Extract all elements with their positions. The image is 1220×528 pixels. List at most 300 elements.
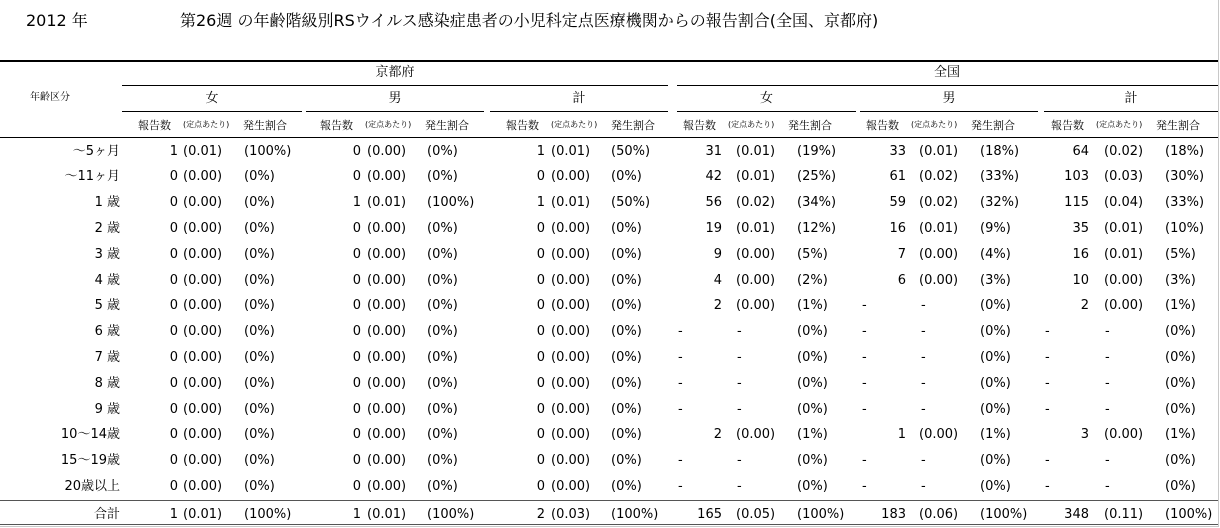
table-row-13-ratio: (0%) xyxy=(797,478,828,494)
table-row-9-count: - xyxy=(1045,375,1050,391)
table-row-0-ratio: (18%) xyxy=(1165,143,1205,159)
table-row-9-per-site: - xyxy=(1105,375,1110,391)
table-row-13-ratio: (0%) xyxy=(244,478,275,494)
table-row-9-ratio: (0%) xyxy=(980,375,1011,391)
table-row-5-per-site: (0.00) xyxy=(367,272,407,288)
table-row-7-count: - xyxy=(1045,324,1050,340)
subheader-per-site: (定点あたり) xyxy=(911,120,958,129)
table-row-2-per-site: (0.04) xyxy=(1104,195,1144,211)
table-row-5-ratio: (0%) xyxy=(427,272,458,288)
table-row-0-per-site: (0.01) xyxy=(736,143,776,159)
table-row-5-count: 0 xyxy=(169,272,178,288)
table-row-4-age: 3 歳 xyxy=(94,246,120,262)
table-row-4-per-site: (0.01) xyxy=(1104,246,1144,262)
table-row-6-count: 2 xyxy=(1080,298,1089,314)
subheader-ratio: 発生割合 xyxy=(971,118,1015,132)
table-row-11-count: 0 xyxy=(169,427,178,443)
table-row-4-count: 16 xyxy=(1072,246,1089,262)
table-row-10-count: - xyxy=(862,401,867,417)
table-row-11-ratio: (1%) xyxy=(1165,427,1196,443)
table-row-8-ratio: (0%) xyxy=(611,349,642,365)
table-row-12-count: 0 xyxy=(169,453,178,469)
table-row-4-per-site: (0.00) xyxy=(367,246,407,262)
table-row-8-count: 0 xyxy=(352,349,361,365)
table-row-7-age: 6 歳 xyxy=(94,324,120,340)
table-row-7-per-site: - xyxy=(1105,324,1110,340)
table-row-4-count: 0 xyxy=(536,246,545,262)
table-row-12-ratio: (0%) xyxy=(244,453,275,469)
table-row-10-per-site: - xyxy=(921,401,926,417)
table-row-11-per-site: (0.00) xyxy=(551,427,591,443)
table-row-0-per-site: (0.01) xyxy=(183,143,223,159)
table-row-12-count: - xyxy=(862,453,867,469)
table-row-6-ratio: (0%) xyxy=(244,298,275,314)
table-row-0-ratio: (0%) xyxy=(427,143,458,159)
table-row-0-ratio: (19%) xyxy=(797,143,837,159)
table-row-3-per-site: (0.00) xyxy=(551,220,591,236)
table-row-7-per-site: - xyxy=(737,324,742,340)
table-row-6-ratio: (0%) xyxy=(611,298,642,314)
table-row-9-age: 8 歳 xyxy=(94,375,120,391)
subheader-count: 報告数 xyxy=(138,118,171,132)
table-row-3-count: 16 xyxy=(889,220,906,236)
table-row-9-count: 0 xyxy=(169,375,178,391)
table-row-2-ratio: (32%) xyxy=(980,195,1020,211)
subheader-per-site: (定点あたり) xyxy=(1096,120,1143,129)
table-row-9-per-site: (0.00) xyxy=(183,375,223,391)
table-row-9-ratio: (0%) xyxy=(427,375,458,391)
total-row-per-site: (0.11) xyxy=(1104,506,1144,522)
table-row-0-per-site: (0.02) xyxy=(1104,143,1144,159)
table-row-12-ratio: (0%) xyxy=(427,453,458,469)
table-row-0-count: 1 xyxy=(169,143,178,159)
table-row-12-per-site: (0.00) xyxy=(367,453,407,469)
table-row-11-per-site: (0.00) xyxy=(367,427,407,443)
table-row-8-per-site: (0.00) xyxy=(183,349,223,365)
table-row-13-per-site: - xyxy=(737,478,742,494)
table-row-4-per-site: (0.00) xyxy=(736,246,776,262)
table-row-12-age: 15～19歳 xyxy=(60,453,120,469)
table-row-8-count: - xyxy=(1045,349,1050,365)
table-row-5-age: 4 歳 xyxy=(94,272,120,288)
table-row-1-count: 0 xyxy=(352,169,361,185)
region-underline-national xyxy=(677,85,1218,86)
table-row-4-count: 0 xyxy=(169,246,178,262)
table-row-8-per-site: (0.00) xyxy=(367,349,407,365)
table-row-8-count: - xyxy=(862,349,867,365)
subheader-ratio: 発生割合 xyxy=(425,118,469,132)
table-row-12-per-site: - xyxy=(921,453,926,469)
total-row-ratio: (100%) xyxy=(611,506,659,522)
table-row-1-ratio: (0%) xyxy=(427,169,458,185)
table-row-5-per-site: (0.00) xyxy=(1104,272,1144,288)
table-row-7-per-site: - xyxy=(921,324,926,340)
table-row-1-per-site: (0.02) xyxy=(919,169,959,185)
table-row-10-count: 0 xyxy=(169,401,178,417)
table-row-1-ratio: (0%) xyxy=(244,169,275,185)
region-underline-kyoto xyxy=(122,85,668,86)
table-row-11-count: 2 xyxy=(713,427,722,443)
table-row-3-count: 35 xyxy=(1072,220,1089,236)
table-row-12-ratio: (0%) xyxy=(797,453,828,469)
table-row-1-ratio: (25%) xyxy=(797,169,837,185)
sex-header-男: 男 xyxy=(388,90,402,106)
table-row-6-count: - xyxy=(862,298,867,314)
table-row-5-per-site: (0.00) xyxy=(736,272,776,288)
table-row-4-per-site: (0.00) xyxy=(551,246,591,262)
table-row-3-ratio: (12%) xyxy=(797,220,837,236)
table-row-1-count: 61 xyxy=(889,169,906,185)
table-row-11-age: 10～14歳 xyxy=(60,427,120,443)
subheader-count: 報告数 xyxy=(506,118,539,132)
table-row-1-per-site: (0.01) xyxy=(736,169,776,185)
sex-header-計: 計 xyxy=(1124,90,1138,106)
subheader-count: 報告数 xyxy=(683,118,716,132)
table-row-4-count: 0 xyxy=(352,246,361,262)
table-row-0-per-site: (0.01) xyxy=(551,143,591,159)
table-row-7-ratio: (0%) xyxy=(797,324,828,340)
total-row-per-site: (0.05) xyxy=(736,506,776,522)
table-row-11-per-site: (0.00) xyxy=(1104,427,1144,443)
table-row-2-count: 56 xyxy=(705,195,722,211)
table-row-3-ratio: (0%) xyxy=(427,220,458,236)
table-row-12-count: 0 xyxy=(536,453,545,469)
table-row-11-per-site: (0.00) xyxy=(736,427,776,443)
total-row-count: 1 xyxy=(169,506,178,522)
table-row-13-ratio: (0%) xyxy=(1165,478,1196,494)
region-header-national: 全国 xyxy=(933,64,961,80)
table-row-3-per-site: (0.00) xyxy=(367,220,407,236)
table-row-0-count: 31 xyxy=(705,143,722,159)
table-row-2-ratio: (33%) xyxy=(1165,195,1205,211)
table-row-4-count: 7 xyxy=(897,246,906,262)
table-row-12-ratio: (0%) xyxy=(980,453,1011,469)
table-row-10-ratio: (0%) xyxy=(797,401,828,417)
table-row-12-count: - xyxy=(678,453,683,469)
table-row-7-per-site: (0.00) xyxy=(367,324,407,340)
sex-underline-2 xyxy=(490,111,668,112)
table-row-12-per-site: - xyxy=(737,453,742,469)
table-row-3-count: 0 xyxy=(536,220,545,236)
table-row-2-count: 1 xyxy=(352,195,361,211)
total-row-count: 348 xyxy=(1064,506,1089,522)
table-row-11-ratio: (0%) xyxy=(244,427,275,443)
table-row-4-per-site: (0.00) xyxy=(183,246,223,262)
table-row-5-ratio: (2%) xyxy=(797,272,828,288)
table-row-10-per-site: (0.00) xyxy=(551,401,591,417)
table-row-13-per-site: (0.00) xyxy=(367,478,407,494)
sex-header-女: 女 xyxy=(759,90,774,106)
table-row-6-ratio: (0%) xyxy=(427,298,458,314)
subheader-per-site: (定点あたり) xyxy=(183,120,230,129)
table-row-3-ratio: (9%) xyxy=(980,220,1011,236)
table-row-1-age: ～11ヶ月 xyxy=(64,169,120,185)
table-row-4-ratio: (4%) xyxy=(980,246,1011,262)
table-row-5-per-site: (0.00) xyxy=(551,272,591,288)
table-row-4-count: 9 xyxy=(713,246,722,262)
table-row-10-count: 0 xyxy=(352,401,361,417)
table-row-10-count: - xyxy=(1045,401,1050,417)
table-row-5-ratio: (3%) xyxy=(980,272,1011,288)
table-row-12-per-site: (0.00) xyxy=(551,453,591,469)
table-row-3-count: 19 xyxy=(705,220,722,236)
table-row-5-count: 0 xyxy=(536,272,545,288)
subheader-count: 報告数 xyxy=(320,118,353,132)
table-row-9-per-site: (0.00) xyxy=(551,375,591,391)
table-row-3-count: 0 xyxy=(169,220,178,236)
subheader-ratio: 発生割合 xyxy=(611,118,655,132)
table-row-13-per-site: - xyxy=(1105,478,1110,494)
table-row-7-ratio: (0%) xyxy=(1165,324,1196,340)
report-title: 第26週 の年齢階級別RSウイルス感染症患者の小児科定点医療機関からの報告割合(全国、京都府) xyxy=(180,11,879,30)
table-row-4-ratio: (5%) xyxy=(1165,246,1196,262)
table-row-8-per-site: - xyxy=(737,349,742,365)
subheader-ratio: 発生割合 xyxy=(1156,118,1200,132)
table-row-6-count: 2 xyxy=(713,298,722,314)
table-row-7-ratio: (0%) xyxy=(980,324,1011,340)
table-row-9-per-site: (0.00) xyxy=(367,375,407,391)
table-row-2-count: 115 xyxy=(1064,195,1089,211)
total-row-per-site: (0.01) xyxy=(183,506,223,522)
table-row-13-ratio: (0%) xyxy=(611,478,642,494)
table-top-rule xyxy=(0,60,1218,62)
table-row-11-count: 1 xyxy=(897,427,906,443)
table-row-2-age: 1 歳 xyxy=(94,195,120,211)
table-row-8-ratio: (0%) xyxy=(797,349,828,365)
table-row-8-ratio: (0%) xyxy=(1165,349,1196,365)
table-row-10-ratio: (0%) xyxy=(1165,401,1196,417)
table-row-11-ratio: (0%) xyxy=(611,427,642,443)
subheader-ratio: 発生割合 xyxy=(788,118,832,132)
table-row-6-count: 0 xyxy=(536,298,545,314)
table-row-7-count: - xyxy=(678,324,683,340)
table-row-2-count: 1 xyxy=(536,195,545,211)
table-row-3-ratio: (0%) xyxy=(244,220,275,236)
table-row-3-ratio: (0%) xyxy=(611,220,642,236)
table-row-9-ratio: (0%) xyxy=(1165,375,1196,391)
table-row-10-per-site: - xyxy=(1105,401,1110,417)
table-row-0-count: 33 xyxy=(889,143,906,159)
table-row-11-per-site: (0.00) xyxy=(183,427,223,443)
table-row-13-per-site: (0.00) xyxy=(551,478,591,494)
table-row-5-count: 0 xyxy=(352,272,361,288)
table-row-12-ratio: (0%) xyxy=(1165,453,1196,469)
table-row-1-count: 42 xyxy=(705,169,722,185)
table-row-2-ratio: (100%) xyxy=(427,195,475,211)
table-row-12-count: 0 xyxy=(352,453,361,469)
table-row-0-age: ～5ヶ月 xyxy=(72,143,120,159)
table-row-10-ratio: (0%) xyxy=(244,401,275,417)
total-row-count: 1 xyxy=(352,506,361,522)
subheader-ratio: 発生割合 xyxy=(243,118,287,132)
table-row-6-per-site: (0.00) xyxy=(367,298,407,314)
table-row-4-ratio: (0%) xyxy=(244,246,275,262)
table-row-10-count: - xyxy=(678,401,683,417)
table-row-0-ratio: (50%) xyxy=(611,143,651,159)
table-row-13-count: 0 xyxy=(169,478,178,494)
table-row-8-count: - xyxy=(678,349,683,365)
total-row-count: 165 xyxy=(697,506,722,522)
table-row-8-ratio: (0%) xyxy=(980,349,1011,365)
table-row-13-count: 0 xyxy=(352,478,361,494)
table-row-12-ratio: (0%) xyxy=(611,453,642,469)
table-row-0-count: 64 xyxy=(1072,143,1089,159)
table-row-9-count: 0 xyxy=(352,375,361,391)
table-row-10-age: 9 歳 xyxy=(94,401,120,417)
total-row-ratio: (100%) xyxy=(1165,506,1213,522)
table-row-12-count: - xyxy=(1045,453,1050,469)
table-row-12-per-site: - xyxy=(1105,453,1110,469)
table-row-2-per-site: (0.00) xyxy=(183,195,223,211)
total-row-ratio: (100%) xyxy=(980,506,1028,522)
table-row-9-ratio: (0%) xyxy=(244,375,275,391)
table-row-4-ratio: (5%) xyxy=(797,246,828,262)
total-row-count: 2 xyxy=(536,506,545,522)
table-row-7-count: 0 xyxy=(169,324,178,340)
table-row-1-per-site: (0.03) xyxy=(1104,169,1144,185)
table-row-11-count: 0 xyxy=(352,427,361,443)
table-row-13-age: 20歳以上 xyxy=(64,478,120,494)
table-row-2-per-site: (0.01) xyxy=(367,195,407,211)
total-row-per-site: (0.01) xyxy=(367,506,407,522)
subheader-count: 報告数 xyxy=(1051,118,1084,132)
table-row-5-ratio: (0%) xyxy=(611,272,642,288)
subheader-per-site: (定点あたり) xyxy=(728,120,775,129)
table-row-7-per-site: (0.00) xyxy=(551,324,591,340)
table-row-9-count: 0 xyxy=(536,375,545,391)
total-row-ratio: (100%) xyxy=(427,506,475,522)
table-row-6-per-site: (0.00) xyxy=(551,298,591,314)
header-bottom-rule xyxy=(0,137,1218,138)
table-row-5-ratio: (0%) xyxy=(244,272,275,288)
table-row-6-count: 0 xyxy=(169,298,178,314)
table-row-4-ratio: (0%) xyxy=(427,246,458,262)
table-row-11-ratio: (1%) xyxy=(797,427,828,443)
table-row-9-per-site: - xyxy=(921,375,926,391)
table-row-11-per-site: (0.00) xyxy=(919,427,959,443)
total-row-ratio: (100%) xyxy=(244,506,292,522)
table-row-7-per-site: (0.00) xyxy=(183,324,223,340)
table-row-10-per-site: (0.00) xyxy=(183,401,223,417)
subheader-count: 報告数 xyxy=(866,118,899,132)
table-row-10-per-site: - xyxy=(737,401,742,417)
sex-header-男: 男 xyxy=(942,90,956,106)
table-row-2-ratio: (50%) xyxy=(611,195,651,211)
age-column-header: 年齢区分 xyxy=(30,92,70,103)
table-row-10-count: 0 xyxy=(536,401,545,417)
table-row-2-ratio: (34%) xyxy=(797,195,837,211)
table-row-5-count: 4 xyxy=(713,272,722,288)
table-row-8-per-site: (0.00) xyxy=(551,349,591,365)
total-row-age: 合計 xyxy=(93,506,120,522)
table-row-9-ratio: (0%) xyxy=(611,375,642,391)
table-row-2-count: 0 xyxy=(169,195,178,211)
table-row-3-ratio: (10%) xyxy=(1165,220,1205,236)
table-row-6-ratio: (1%) xyxy=(797,298,828,314)
table-row-0-count: 1 xyxy=(536,143,545,159)
table-row-1-ratio: (30%) xyxy=(1165,169,1205,185)
table-row-2-per-site: (0.02) xyxy=(736,195,776,211)
table-row-6-count: 0 xyxy=(352,298,361,314)
table-row-1-per-site: (0.00) xyxy=(551,169,591,185)
table-row-8-ratio: (0%) xyxy=(244,349,275,365)
table-row-6-per-site: (0.00) xyxy=(736,298,776,314)
table-row-13-count: - xyxy=(1045,478,1050,494)
table-row-7-ratio: (0%) xyxy=(244,324,275,340)
sex-underline-1 xyxy=(306,111,484,112)
table-row-10-ratio: (0%) xyxy=(980,401,1011,417)
table-row-5-per-site: (0.00) xyxy=(919,272,959,288)
sex-header-女: 女 xyxy=(205,90,219,106)
total-row-per-site: (0.03) xyxy=(551,506,591,522)
table-row-7-count: - xyxy=(862,324,867,340)
table-row-3-per-site: (0.01) xyxy=(736,220,776,236)
table-row-7-count: 0 xyxy=(536,324,545,340)
table-row-9-per-site: - xyxy=(737,375,742,391)
table-row-0-ratio: (100%) xyxy=(244,143,292,159)
table-row-1-count: 103 xyxy=(1064,169,1089,185)
table-row-10-ratio: (0%) xyxy=(611,401,642,417)
table-row-8-per-site: - xyxy=(921,349,926,365)
table-row-9-ratio: (0%) xyxy=(797,375,828,391)
table-row-3-count: 0 xyxy=(352,220,361,236)
table-row-8-count: 0 xyxy=(536,349,545,365)
table-row-9-count: - xyxy=(862,375,867,391)
table-row-2-ratio: (0%) xyxy=(244,195,275,211)
table-row-13-count: - xyxy=(862,478,867,494)
table-row-1-count: 0 xyxy=(169,169,178,185)
table-row-6-per-site: (0.00) xyxy=(183,298,223,314)
table-row-13-per-site: - xyxy=(921,478,926,494)
sex-underline-0 xyxy=(122,111,302,112)
table-row-5-per-site: (0.00) xyxy=(183,272,223,288)
table-row-4-per-site: (0.00) xyxy=(919,246,959,262)
total-row-ratio: (100%) xyxy=(797,506,845,522)
table-row-1-count: 0 xyxy=(536,169,545,185)
sex-underline-3 xyxy=(677,111,856,112)
table-row-7-ratio: (0%) xyxy=(427,324,458,340)
total-row-count: 183 xyxy=(881,506,906,522)
table-row-3-per-site: (0.00) xyxy=(183,220,223,236)
table-row-5-count: 6 xyxy=(897,272,906,288)
total-row-per-site: (0.06) xyxy=(919,506,959,522)
table-row-8-per-site: - xyxy=(1105,349,1110,365)
table-row-11-ratio: (0%) xyxy=(427,427,458,443)
table-row-5-count: 10 xyxy=(1072,272,1089,288)
table-row-7-count: 0 xyxy=(352,324,361,340)
table-row-3-per-site: (0.01) xyxy=(919,220,959,236)
table-row-13-ratio: (0%) xyxy=(980,478,1011,494)
table-row-1-ratio: (33%) xyxy=(980,169,1020,185)
table-row-8-age: 7 歳 xyxy=(94,349,120,365)
table-row-6-age: 5 歳 xyxy=(94,298,120,314)
table-row-0-count: 0 xyxy=(352,143,361,159)
table-bottom-rule xyxy=(0,524,1218,525)
table-row-1-per-site: (0.00) xyxy=(183,169,223,185)
table-row-4-ratio: (0%) xyxy=(611,246,642,262)
table-row-6-ratio: (1%) xyxy=(1165,298,1196,314)
table-row-3-per-site: (0.01) xyxy=(1104,220,1144,236)
table-row-11-count: 0 xyxy=(536,427,545,443)
table-row-0-ratio: (18%) xyxy=(980,143,1020,159)
table-row-3-age: 2 歳 xyxy=(94,220,120,236)
subheader-per-site: (定点あたり) xyxy=(365,120,412,129)
table-row-2-per-site: (0.02) xyxy=(919,195,959,211)
table-row-10-per-site: (0.00) xyxy=(367,401,407,417)
table-row-10-ratio: (0%) xyxy=(427,401,458,417)
table-row-6-ratio: (0%) xyxy=(980,298,1011,314)
table-row-13-ratio: (0%) xyxy=(427,478,458,494)
